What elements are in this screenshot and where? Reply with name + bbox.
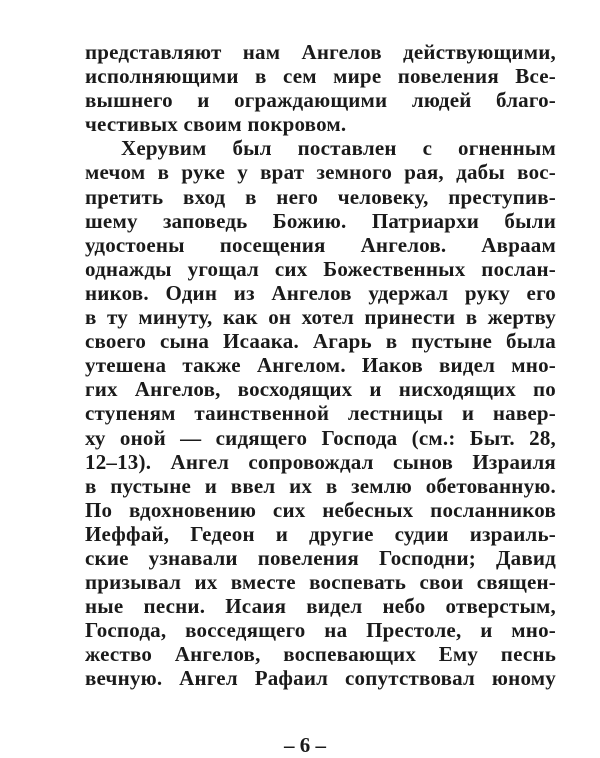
text-line: вечную. Ангел Рафаил сопутствовал юному bbox=[85, 666, 556, 691]
text-line: в ту минуту, как он хотел принести в жертву bbox=[85, 305, 556, 330]
text-line: призывал их вместе воспевать свои священ- bbox=[85, 570, 556, 595]
text-line: ступеням таинственной лестницы и навер- bbox=[85, 401, 556, 426]
text-line: жество Ангелов, воспевающих Ему песнь bbox=[85, 642, 556, 667]
text-line: удостоены посещения Ангелов. Авраам bbox=[85, 232, 556, 257]
text-line: представляют нам Ангелов действующими, bbox=[85, 40, 556, 64]
text-line: Херувим был поставлен с огненным bbox=[121, 136, 556, 161]
page-number: – 6 – bbox=[284, 733, 326, 757]
text-line: честивых своим покровом. bbox=[85, 112, 347, 137]
text-line: По вдохновению сих небесных посланников bbox=[85, 497, 556, 522]
text-line: ные песни. Исаия видел небо отверстым, bbox=[85, 594, 556, 619]
text-line: шему заповедь Божию. Патриархи были bbox=[85, 208, 556, 233]
text-line: вышнего и ограждающими людей благо- bbox=[85, 88, 556, 113]
text-line: мечом в руке у врат земного рая, дабы вос- bbox=[85, 160, 556, 185]
text-line: ху оной — сидящего Господа (см.: Быт. 28, bbox=[85, 425, 556, 450]
text-line: Господа, восседящего на Престоле, и мно- bbox=[85, 618, 556, 643]
text-line: исполняющими в сем мире повеления Все- bbox=[85, 64, 556, 89]
text-line: в пустыне и ввел их в землю обетованную. bbox=[85, 473, 556, 498]
text-line: утешена также Ангелом. Иаков видел мно- bbox=[85, 353, 556, 378]
text-line: однажды угощал сих Божественных послан- bbox=[85, 256, 556, 281]
text-line: ские узнавали повеления Господни; Давид bbox=[85, 545, 556, 570]
text-line: 12–13). Ангел сопровождал сынов Израиля bbox=[85, 449, 556, 474]
text-line: претить вход в него человеку, преступив- bbox=[85, 184, 556, 209]
text-line: гих Ангелов, восходящих и нисходящих по bbox=[85, 377, 556, 402]
body-text bbox=[85, 40, 556, 691]
text-line: Иеффай, Гедеон и другие судии израиль- bbox=[85, 521, 556, 546]
text-line: ников. Один из Ангелов удержал руку его bbox=[85, 280, 556, 305]
text-line: своего сына Исаака. Агарь в пустыне была bbox=[85, 329, 556, 354]
